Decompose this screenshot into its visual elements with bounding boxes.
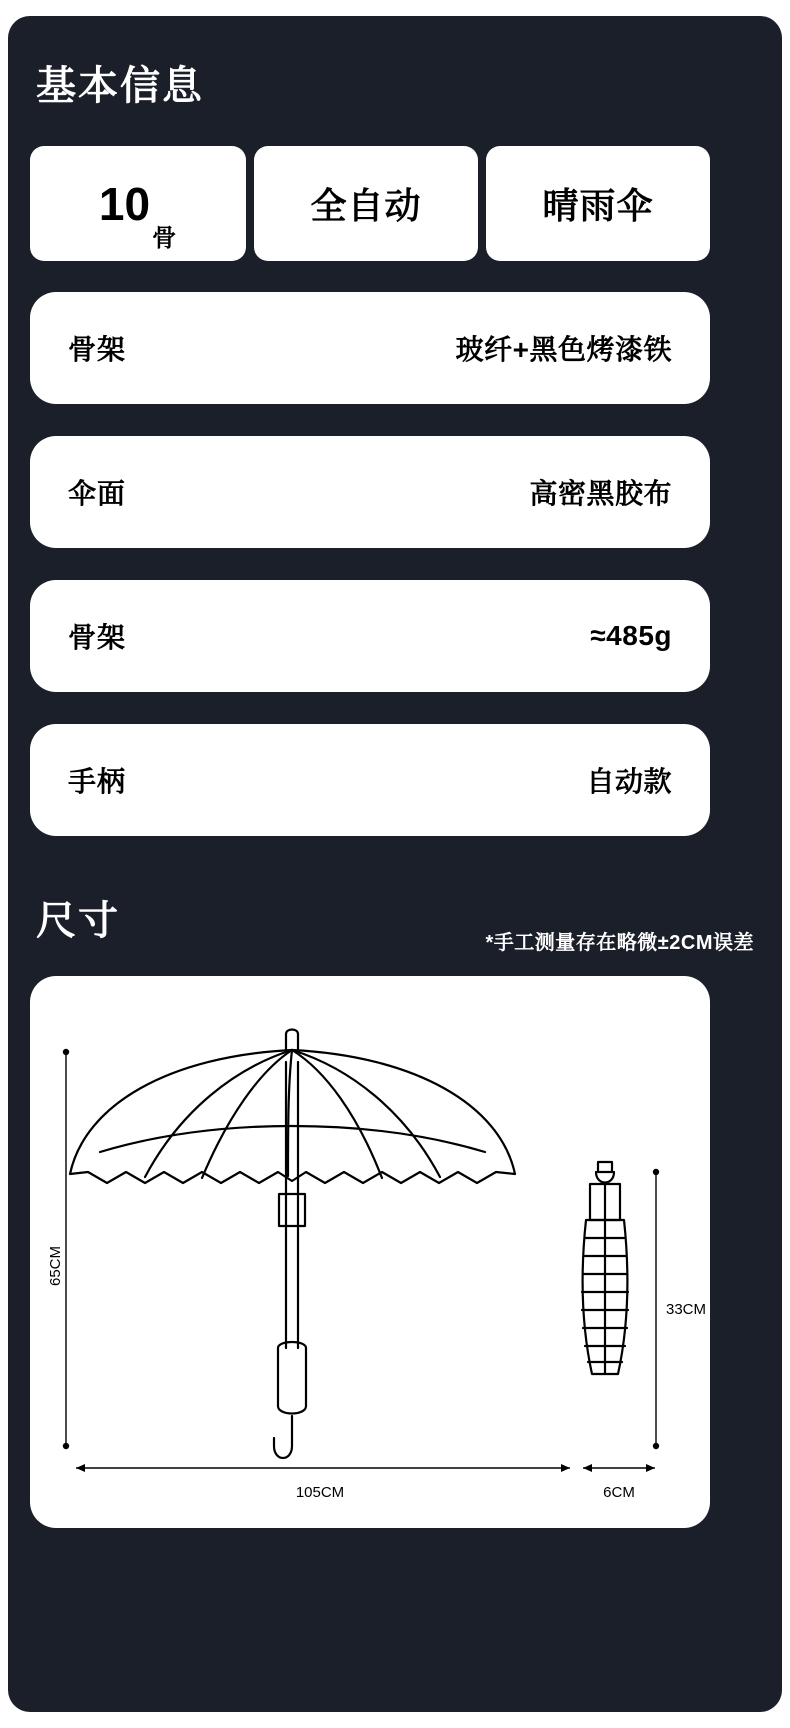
highlight-cell-rib-count: [30, 146, 246, 261]
spec-value: 自动款: [586, 766, 672, 797]
dimension-lines: [63, 1049, 659, 1472]
highlight-type-label: 晴雨伞: [542, 185, 654, 226]
spec-row: [30, 724, 710, 836]
info-card: [8, 16, 782, 1712]
dim-label-canopy-width: 105CM: [295, 1484, 345, 1501]
dimension-diagram-panel: [30, 976, 710, 1528]
highlight-row: [30, 146, 710, 261]
highlight-rib-unit: 骨: [152, 225, 178, 252]
spec-value: ≈485g: [590, 620, 672, 651]
spec-row: [30, 436, 710, 548]
spec-label: 伞面: [68, 478, 127, 509]
spec-row: [30, 292, 710, 404]
open-umbrella-illustration: [70, 1030, 515, 1459]
spec-value: 玻纤+黑色烤漆铁: [455, 334, 672, 365]
spec-row: [30, 580, 710, 692]
basic-info-title: 基本信息: [36, 64, 204, 108]
folded-umbrella-illustration: [582, 1162, 628, 1374]
highlight-cell-auto: [254, 146, 478, 261]
size-measurement-note: *手工测量存在略微±2CM误差: [485, 932, 754, 954]
spec-value: 高密黑胶布: [529, 478, 672, 509]
dim-label-folded-height: 33CM: [666, 1301, 707, 1318]
highlight-rib-number: 10: [98, 177, 151, 230]
highlight-auto-label: 全自动: [310, 185, 422, 226]
spec-label: 骨架: [68, 622, 127, 653]
dim-label-canopy-height: 65CM: [47, 1245, 64, 1287]
spec-label: 骨架: [68, 334, 127, 365]
dim-label-folded-width: 6CM: [603, 1484, 635, 1501]
spec-label: 手柄: [68, 766, 127, 797]
highlight-cell-type: [486, 146, 710, 261]
size-section-title: 尺寸: [36, 899, 120, 943]
